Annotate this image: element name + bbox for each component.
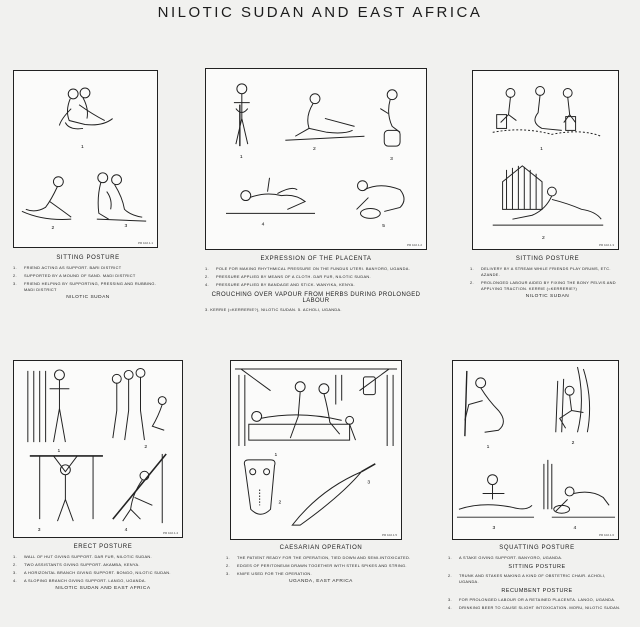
plate-reference: PR 102.1.2 [406,243,422,247]
caption-list [205,307,427,313]
figure-label: 3 [124,224,128,230]
illustration-panel-sitting-posture-2 [472,70,619,250]
caption-sitting-posture-1 [13,255,163,300]
illustration-panel-sitting-posture-1 [13,70,158,248]
figure-label: 1 [486,445,490,451]
placenta-expression-drawing [206,69,426,249]
caption-item: 1. THE PATIENT READY FOR THE OPERATION, TIED DOWN AND SEMI-INTOXICATED. [226,555,411,560]
caption-item: 2. EDGES OF PERITONEUM DRAWN TOGETHER WITH STEEL SPIKES AND STRING. [226,563,407,568]
illustration-panel-erect-posture [13,360,183,538]
caption-list [13,265,163,293]
figure-label: 4 [573,526,577,532]
caption-title: ERECT POSTURE [73,544,133,550]
caption-list [448,573,626,585]
caption-subtitle: CROUCHING OVER VAPOUR FROM HERBS DURING PROLONGED LABOUR [211,292,421,304]
figure-label: 2 [542,235,545,241]
region-label: NILOTIC SUDAN [66,295,110,300]
caption-squatting-posture [448,545,626,613]
caption-item: 1. DELIVERY BY A STREAM WHILE FRIENDS PLAY DRUMS, ETC. AZANDE. [470,266,611,277]
caption-title: EXPRESSION OF THE PLACENTA [260,256,372,262]
figure-label: 1 [57,448,61,454]
caption-subtitle: SITTING POSTURE [508,564,566,570]
region-label: UGANDA, EAST AFRICA [289,579,353,584]
squatting-posture-drawing [453,361,618,539]
caption-item: 2. TRUNK AND STAKES MAKING A KIND OF OBSTETRIC CHAIR. ACHOLI, UGANDA. [448,573,606,584]
caption-item: 3. KERRIE (=KERRERIE?), NILOTIC SUDAN. 5. ACHOLI, UGANDA. [205,307,342,312]
figure-label: 2 [571,441,575,447]
caption-title: CAESARIAN OPERATION [279,545,363,551]
figure-label: 3 [37,528,41,534]
caption-item: 1. FRIEND ACTING AS SUPPORT. BARI DISTRICT [13,265,122,270]
caption-item: 2. SUPPORTED BY A MOUND OF SAND. MADI DISTRICT [13,273,136,278]
illustration-panel-caesarian-operation [230,360,402,540]
plate-reference: PR 102.1.5 [381,533,397,537]
caption-list [448,555,626,561]
plate-reference: PR 102.1.1 [137,241,153,245]
caption-erect-posture [13,544,193,591]
caption-item: 3. KNIFE USED FOR THE OPERATION. [226,571,312,576]
figure-label: 1 [239,155,243,161]
caption-list [205,266,427,288]
caption-title: SITTING POSTURE [56,255,120,261]
caption-item: 3. FRIEND HELPING BY SUPPORTING, PRESSING AND RUBBING. MADI DISTRICT [13,281,157,292]
caption-caesarian-operation [226,545,416,584]
illustration-panel-squatting-posture [452,360,619,540]
plate-reference: PR 102.1.3 [598,243,614,247]
caption-item: 1. WALL OF HUT GIVING SUPPORT. DAR FUR, NILOTIC SUDAN. [13,554,152,559]
sitting-posture-drawing [473,71,618,249]
figure-label: 1 [540,147,543,153]
erect-posture-drawing [14,361,182,537]
figure-label: 1 [81,145,84,151]
sitting-posture-drawing [14,71,157,247]
caption-item: 4. PRESSURE APPLIED BY BANDAGE AND STICK. WANYIKA, KENYA. [205,282,355,287]
figure-label: 2 [51,226,55,232]
caption-item: 1. POLE FOR MAKING RHYTHMICAL PRESSURE ON THE FUNDUS UTERI. BANYORO, UGANDA. [205,266,410,271]
figure-label: 3 [390,156,393,162]
caption-expression-of-placenta [205,256,427,315]
caption-list [448,597,626,611]
figure-label: 4 [124,528,128,534]
caption-item: 3. FOR PROLONGED LABOUR OR A RETAINED PLACENTA. LANGO, UGANDA. [448,597,616,602]
caption-item: 2. TWO ASSISTANTS GIVING SUPPORT. AKAMBA, KENYA. [13,562,140,567]
region-label: NILOTIC SUDAN AND EAST AFRICA [55,586,151,591]
caption-item: 3. A HORIZONTAL BRANCH GIVING SUPPORT. BONGO, NILOTIC SUDAN. [13,570,171,575]
caption-list [226,555,416,577]
figure-label: 3 [367,480,371,486]
caption-item: 2. PROLONGED LABOUR AIDED BY FIXING THE BONY PELVIS AND APPLYING TRACTION. KERRIE (=KERRERIE?) [470,280,616,291]
figure-label: 4 [261,222,265,228]
caesarian-operation-drawing [231,361,401,539]
caption-title: SITTING POSTURE [515,256,580,262]
caption-item: 2. PRESSURE APPLIED BY MEANS OF A CLOTH. DAR FUR, NILOTIC SUDAN. [205,274,371,279]
figure-label: 2 [144,445,148,451]
figure-label: 2 [313,147,316,153]
figure-label: 3 [492,526,496,532]
caption-title: SQUATTING POSTURE [499,545,575,551]
plate-reference: PR 102.1.4 [162,531,178,535]
caption-item: 4. DRINKING BEER TO CAUSE SLIGHT INTOXICATION. MORU, NILOTIC SUDAN. [448,605,621,610]
caption-item: 4. A SLOPING BRANCH GIVING SUPPORT. LANGO, UGANDA. [13,578,147,583]
figure-label: 1 [274,452,278,458]
caption-list [470,266,625,292]
figure-label: 2 [278,500,282,506]
caption-subtitle: RECUMBENT POSTURE [501,588,573,594]
caption-sitting-posture-2 [470,256,625,299]
plate-reference: PR 102.1.6 [598,533,614,537]
caption-item: 1. A STAKE GIVING SUPPORT. BANYORO, UGANDA. [448,555,563,560]
figure-label: 5 [382,224,386,230]
illustration-panel-expression-of-placenta [205,68,427,250]
poster-title: NILOTIC SUDAN AND EAST AFRICA [157,4,483,21]
region-label: NILOTIC SUDAN [525,294,570,299]
caption-list [13,554,193,584]
